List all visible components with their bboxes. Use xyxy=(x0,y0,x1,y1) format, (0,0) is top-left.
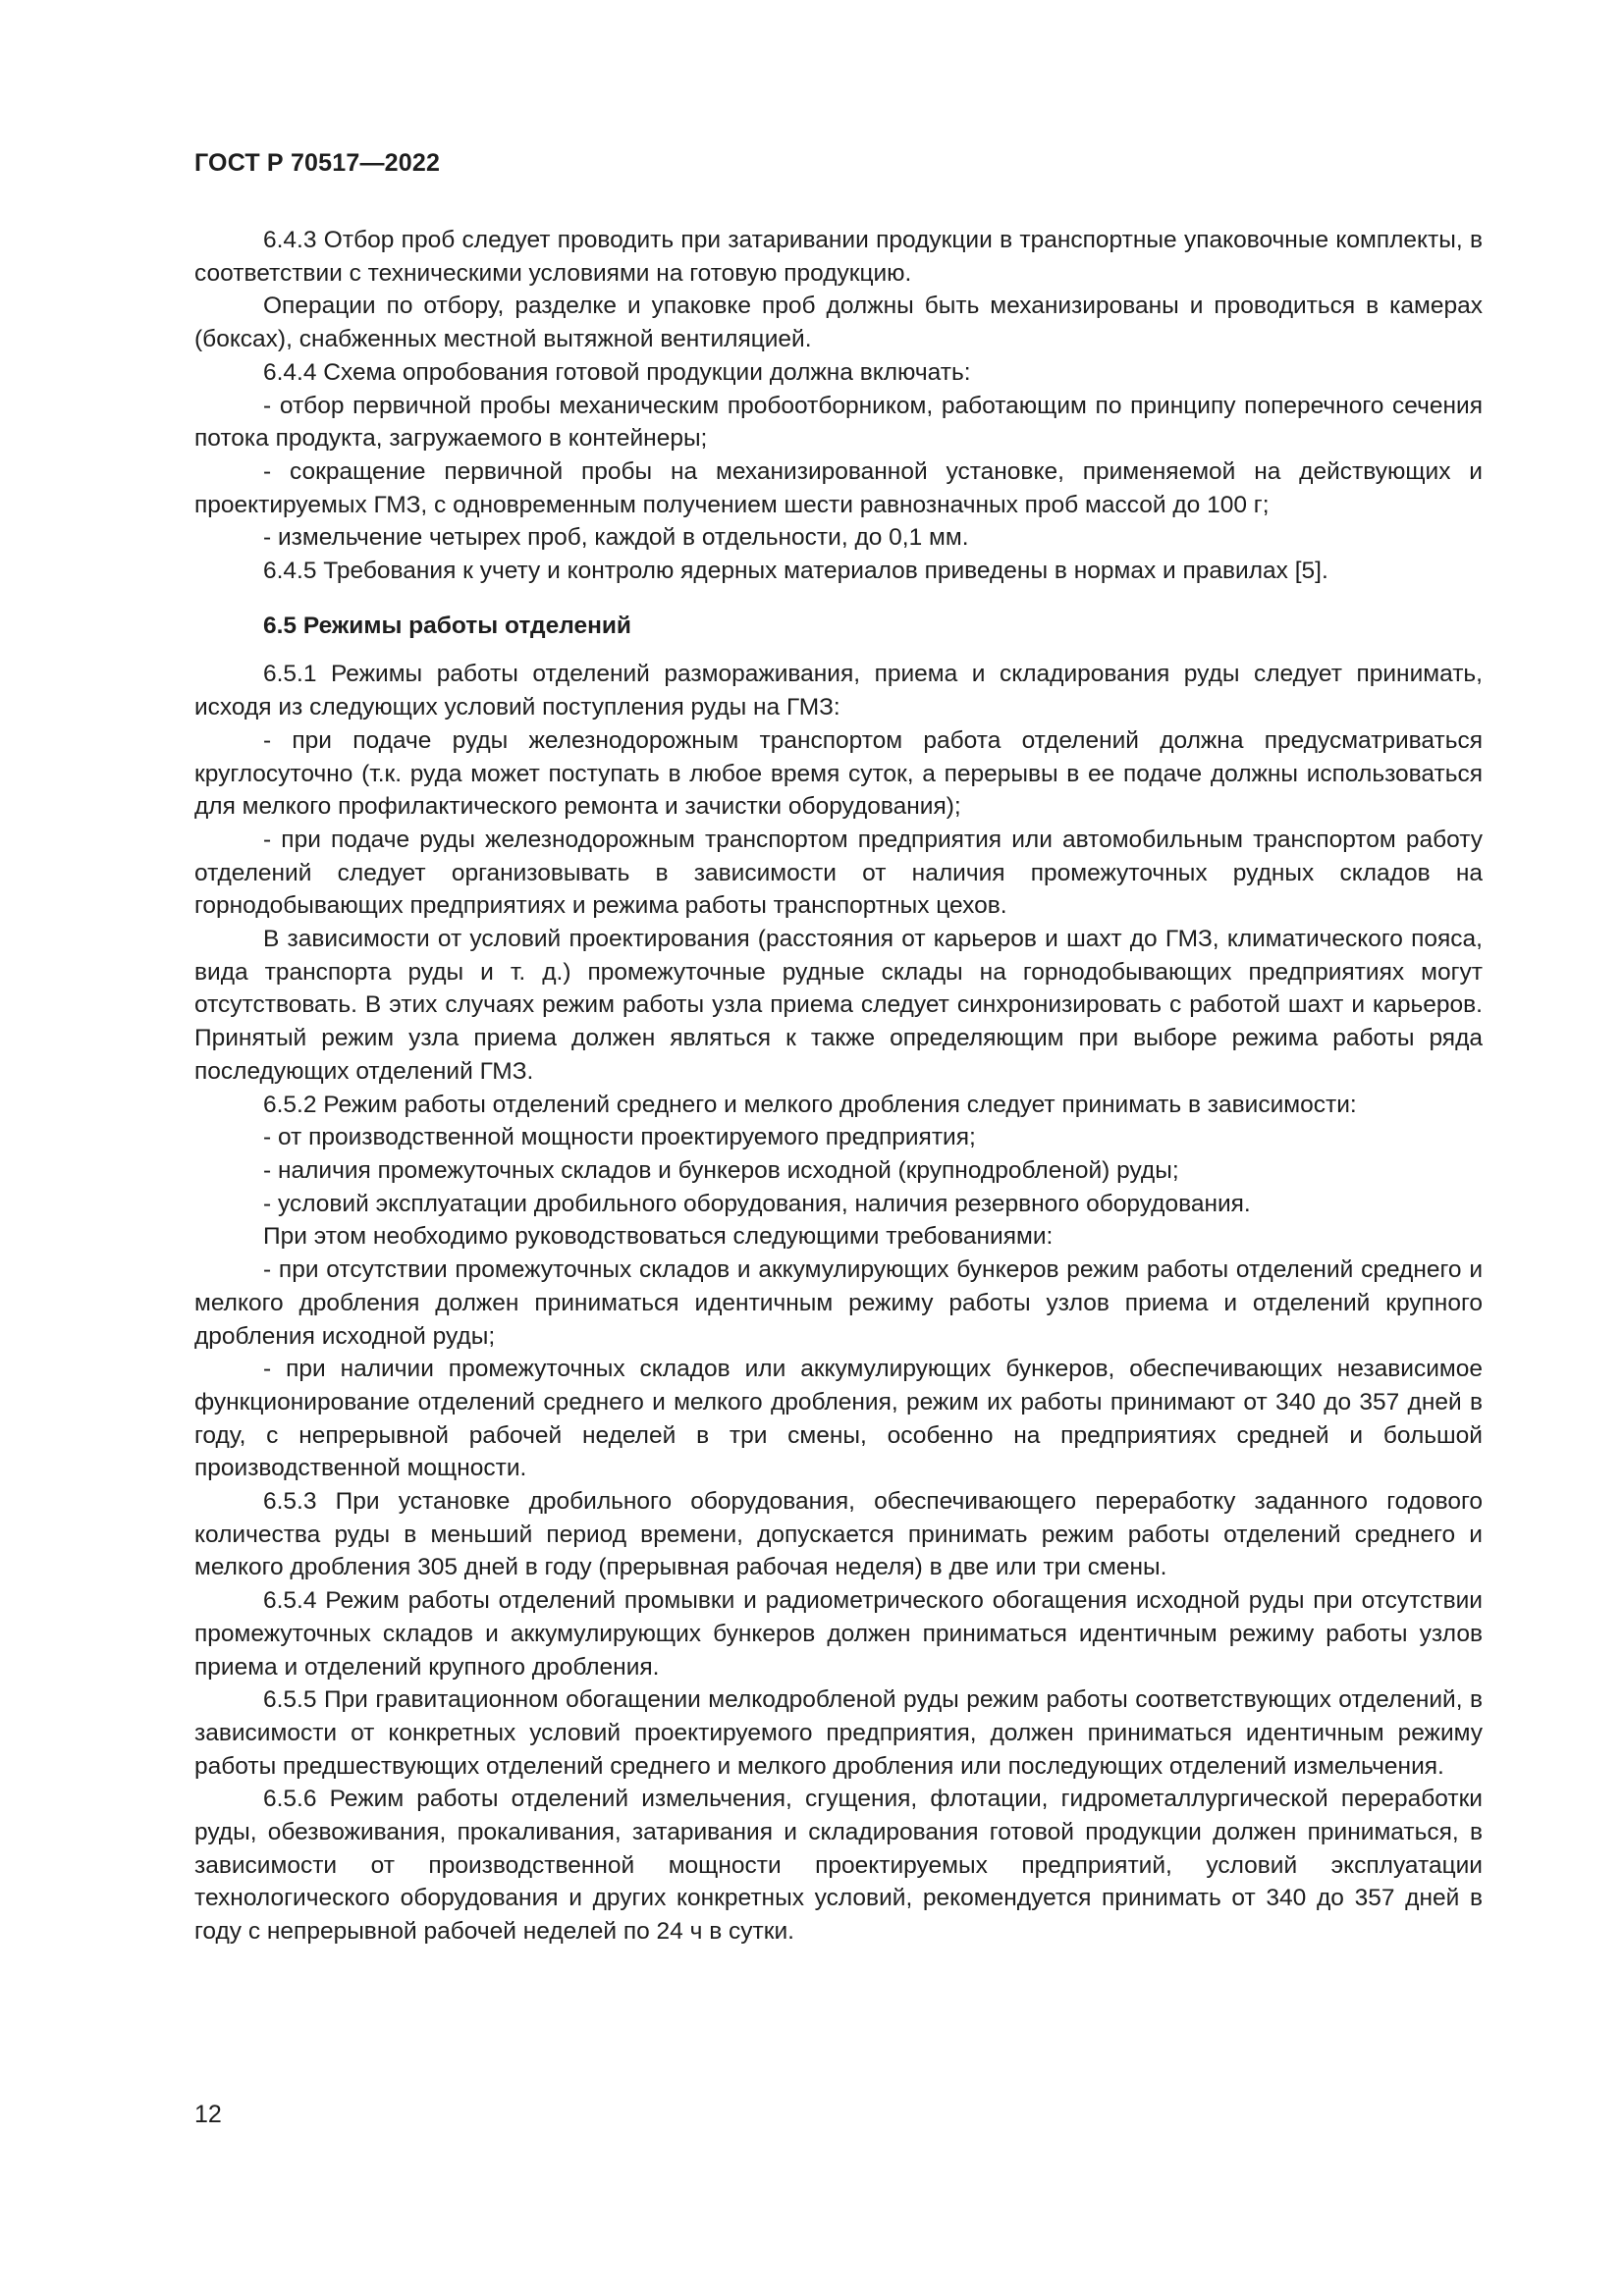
list-item-with-storage: - при наличии промежуточных складов или аккумулирующих бункеров, обеспечивающих независимое функционирование отделений среднего и мелкого дробления, режим их работы принимают от 340 до 357 дней в году, с непрерывной рабочей неделей в три смены, особенно на предприятиях средней и большой производственной мощности. xyxy=(194,1356,1483,1482)
list-item-equipment: - условий эксплуатации дробильного оборудования, наличия резервного оборудования. xyxy=(263,1190,1251,1217)
page-number: 12 xyxy=(194,2101,222,2128)
document-body xyxy=(194,224,1483,1949)
paragraph-6-4-4: 6.4.4 Схема опробования готовой продукции должна включать: xyxy=(263,358,971,386)
paragraph-6-5-4: 6.5.4 Режим работы отделений промывки и радиометрического обогащения исходной руды при отсутствии промежуточных складов и аккумулирующих бункеров должен приниматься идентичным режиму работы узлов приема и отделений крупного дробления. xyxy=(194,1587,1483,1681)
paragraph-6-5-3: 6.5.3 При установке дробильного оборудования, обеспечивающего переработку заданного годового количества руды в меньший период времени, допускается принимать режим работы отделений среднего и мелкого дробления 305 дней в году (прерывная рабочая неделя) в две или три смены. xyxy=(194,1488,1483,1581)
section-heading-6-5: 6.5 Режимы работы отделений xyxy=(263,612,631,639)
list-item-storage: - наличия промежуточных складов и бункеров исходной (крупнодробленой) руды; xyxy=(263,1156,1179,1184)
list-item-enterprise-transport: - при подаче руды железнодорожным транспортом предприятия или автомобильным транспортом работу отделений следует организовывать в зависимости от наличия промежуточных рудных складов на горнодобывающих предприятиях и режима работы транспортных цехов. xyxy=(194,826,1483,920)
paragraph-design-conditions: В зависимости от условий проектирования (расстояния от карьеров и шахт до ГМЗ, климатического пояса, вида транспорта руды и т. д.) промежуточные рудные склады на горнодобывающих предприятиях могут отсутствовать. В этих случаях режим работы узла приема следует синхронизировать с работой шахт и карьеров. Принятый режим узла приема должен являться к также определяющим при выборе режима работы ряда последующих отделений ГМЗ. xyxy=(194,926,1483,1085)
paragraph-sampling-operations: Операции по отбору, разделке и упаковке проб должны быть механизированы и проводиться в камерах (боксах), снабженных местной вытяжной вентиляцией. xyxy=(194,293,1483,353)
document-header: ГОСТ Р 70517—2022 xyxy=(194,149,441,177)
list-item-capacity: - от производственной мощности проектируемого предприятия; xyxy=(263,1124,976,1151)
paragraph-6-5-1: 6.5.1 Режимы работы отделений размораживания, приема и складирования руды следует принимать, исходя из следующих условий поступления руды на ГМЗ: xyxy=(194,661,1483,721)
list-item-sample-reduction: - сокращение первичной пробы на механизированной установке, применяемой на действующих и проектируемых ГМЗ, с одновременным получением шести равнозначных проб массой до 100 г; xyxy=(194,457,1483,518)
paragraph-requirements: При этом необходимо руководствоваться следующими требованиями: xyxy=(263,1223,1054,1251)
list-item-railway-transport: - при подаче руды железнодорожным транспортом работа отделений должна предусматриваться круглосуточно (т.к. руда может поступать в любое время суток, а перерывы в ее подаче должны использоваться для мелкого профилактического ремонта и зачистки оборудования); xyxy=(194,726,1483,821)
paragraph-6-5-6: 6.5.6 Режим работы отделений измельчения, сгущения, флотации, гидрометаллургической переработки руды, обезвоживания, прокаливания, затаривания и складирования готовой продукции должен приниматься, в зависимости от производственной мощности проектируемых предприятий, условий эксплуатации технологического оборудования и других конкретных условий, рекомендуется принимать от 340 до 357 дней в году с непрерывной рабочей неделей по 24 ч в сутки. xyxy=(194,1786,1483,1946)
list-item-grinding: - измельчение четырех проб, каждой в отдельности, до 0,1 мм. xyxy=(263,524,969,552)
paragraph-6-4-3: 6.4.3 Отбор проб следует проводить при затаривании продукции в транспортные упаковочные комплекты, в соответствии с техническими условиями на готовую продукцию. xyxy=(194,227,1483,287)
paragraph-6-4-5: 6.4.5 Требования к учету и контролю ядерных материалов приведены в нормах и правилах [5]. xyxy=(263,558,1328,585)
paragraph-6-5-5: 6.5.5 При гравитационном обогащении мелкодробленой руды режим работы соответствующих отделений, в зависимости от конкретных условий проектируемого предприятия, должен приниматься идентичным режиму работы предшествующих отделений среднего и мелкого дробления или последующих отделений измельчения. xyxy=(194,1686,1483,1780)
paragraph-6-5-2: 6.5.2 Режим работы отделений среднего и мелкого дробления следует принимать в зависимости: xyxy=(263,1091,1357,1118)
list-item-no-storage: - при отсутствии промежуточных складов и аккумулирующих бункеров режим работы отделений среднего и мелкого дробления должен приниматься идентичным режиму работы узлов приема и отделений крупного дробления исходной руды; xyxy=(194,1256,1483,1350)
list-item-primary-sample: - отбор первичной пробы механическим пробоотборником, работающим по принципу поперечного сечения потока продукта, загружаемого в контейнеры; xyxy=(194,392,1483,453)
